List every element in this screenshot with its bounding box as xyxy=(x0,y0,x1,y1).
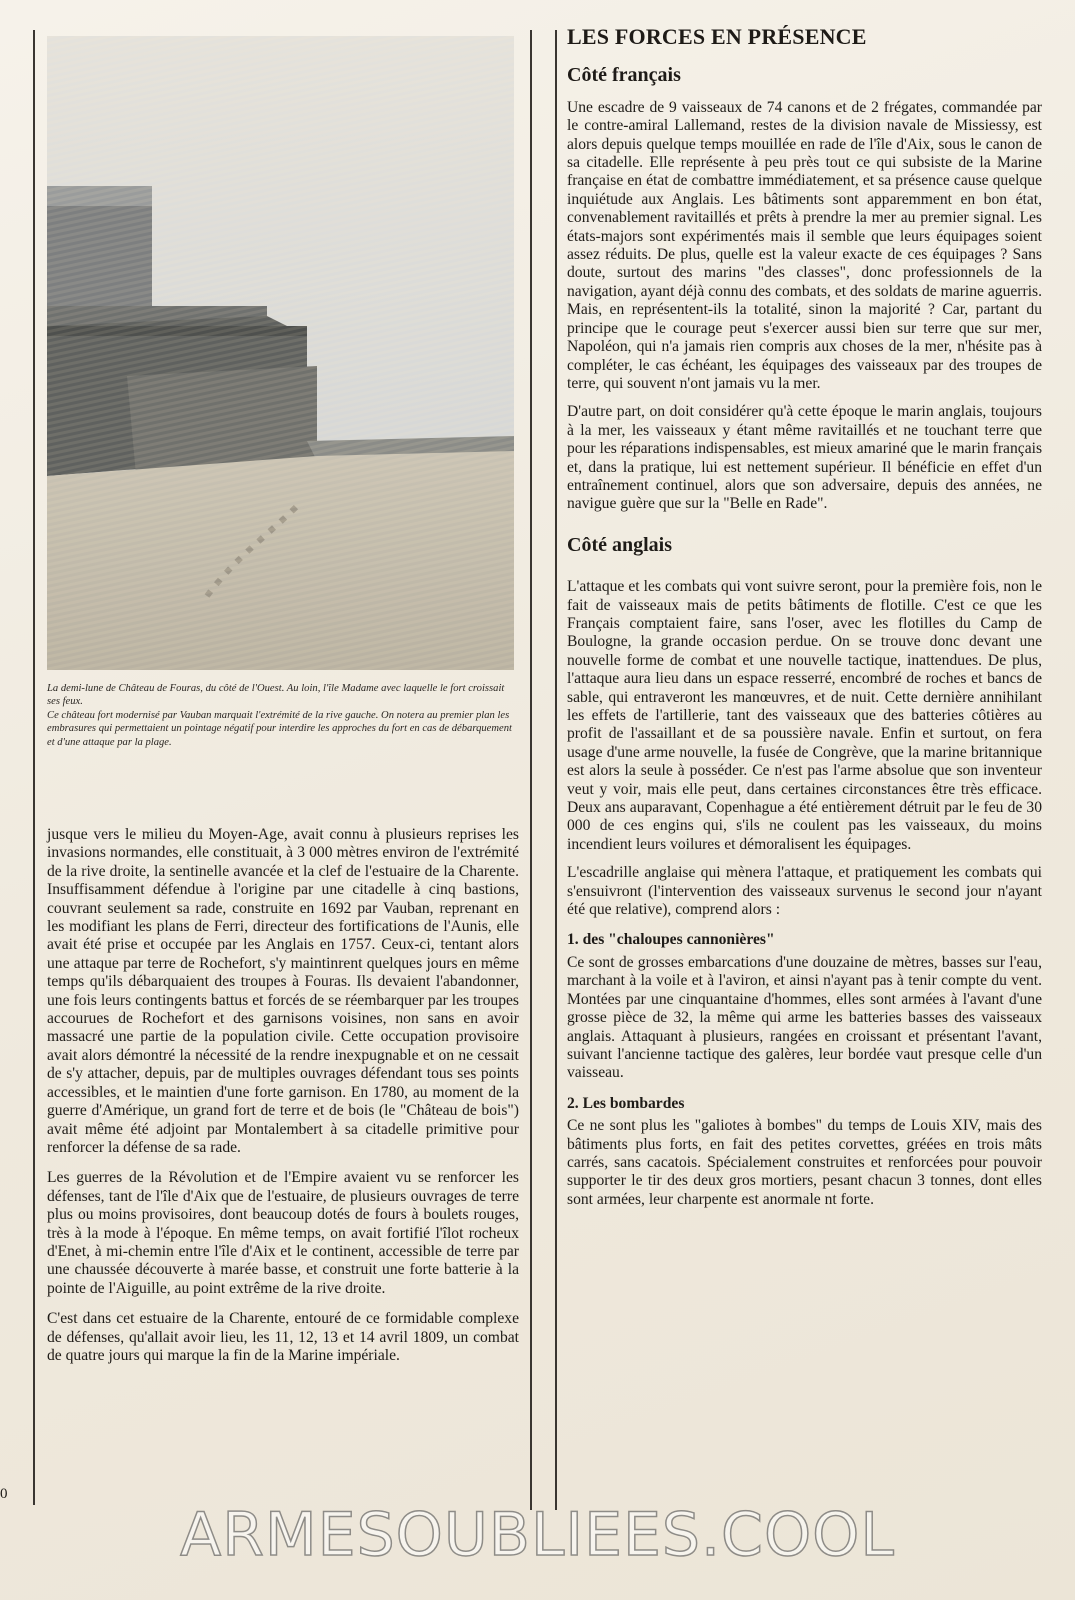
french-paragraph-2: D'autre part, on doit considérer qu'à cette époque le marin anglais, toujours à la mer, les vaisseaux y étant même ravitaillés et ne touchant terre que pour les réparations indispensables, est mieux amariné que le marin français et, dans la pratique, lui est nettement supérieur. Il bénéficie en effet d'un entraînement continuel, alors que son adversaire, depuis des années, ne navigue guère que sur la "Belle en Rade". xyxy=(567,403,1043,513)
right-column-rule xyxy=(555,30,557,1510)
page-number: 0 xyxy=(0,1486,8,1502)
left-paragraph-3: C'est dans cet estuaire de la Charente, entouré de ce formidable complexe de défenses, qu'allait avoir lieu, les 11, 12, 13 et 14 avril 1809, un combat de quatre jours qui marque la fin de la Marine impériale. xyxy=(47,1310,519,1364)
caption-line-1: La demi-lune de Château de Fouras, du côté de l'Ouest. Au loin, l'île Madame avec laquelle le fort croissait ses feux. xyxy=(47,683,505,708)
right-column-text xyxy=(567,22,1042,1219)
section-title: LES FORCES EN PRÉSENCE xyxy=(567,24,867,49)
left-paragraph-2: Les guerres de la Révolution et de l'Empire avaient vu se renforcer les défenses, tant de l'île d'Aix que de l'estuaire, de plusieurs ouvrages de terre plus ou moins provisoires, dont beaucoup dotés de fours à boulets rouges, très à la mode à l'époque. En même temps, on avait fortifié l'îlot rocheux d'Enet, à mi-chemin entre l'île d'Aix et le continent, accessible de terre par une chaussée découverte à marée basse, et construit une forte batterie à la pointe de l'Aiguille, au point extrême de la rive droite. xyxy=(47,1169,519,1297)
fort-photograph xyxy=(47,36,514,670)
english-paragraph-1: L'attaque et les combats qui vont suivre seront, pour la première fois, non le fait de vaisseaux mais de petits bâtiments de flotille. C'est ce que les Français comptaient faire, sans l'oser, avec les flotilles du Camp de Boulogne, la grande occasion perdue. On se trouve donc devant une nouvelle forme de combat et une nouvelle tactique, inattendues. De plus, l'attaque aura lieu dans un espace resserré, encombré de roches et bancs de sable, qui entraveront les manœuvres, et de nuit. Cette dernière annihilant les effets de l'artillerie, tant des vaisseaux que des batteries côtières au profit de l'assaillant et de sa poussière navale. Enfin et surtout, on fera usage d'une arme nouvelle, la fusée de Congrève, que la marine britannique est alors la seule à posséder. Ce n'est pas l'arme absolue que son inventeur veut y voir, mais elle peut, dans certaines circonstances être très efficace. Deux ans auparavant, Copenhague a été entièrement détruit par le feu de 30 000 de ces engins qui, s'ils ne coulent pas les vaisseaux, du moins incendient leurs voilures et démoralisent les équipages. xyxy=(567,578,1042,853)
subsection-cote-francais: Côté français xyxy=(567,64,681,87)
item-heading-bombardes: 2. Les bombardes xyxy=(567,1094,685,1112)
left-paragraph-1: jusque vers le milieu du Moyen-Age, avait connu à plusieurs reprises les invasions normandes, elle constituait, à 3 000 mètres environ de l'extrémité de la rive droite, la sentinelle avancée et la clef de l'estuaire de la Charente. Insuffisamment défendue à l'origine par une citadelle à cinq bastions, couvrant seulement sa rade, construite en 1692 par Vauban, reprenant en les modifiant les plans de Ferri, directeur des fortifications de l'Aunis, elle avait été prise et occupée par les Anglais en 1757. Ceux-ci, tentant alors une attaque par terre de Rochefort, s'y maintinrent quelques jours en même temps qu'ils débarquaient des troupes à Fouras. Ils devaient l'abandonner, une fois leurs contingents battus et forcés de se réembarquer par les troupes accourues de Rochefort et des garnisons voisines, non sans en avoir massacré une partie de la population civile. Cette occupation provisoire avait alors démontré la nécessité de la rendre inexpugnable et on ne cessait de s'y attacher, depuis, par de multiples ouvrages défendant tous ses points accessibles, et le maintien d'une forte garnison. En 1780, au moment de la guerre d'Amérique, un grand fort de terre et de bois (le "Château de bois") avait même été adjoint par Montalembert à sa citadelle primitive pour renforcer la défense de sa rade. xyxy=(47,826,519,1156)
left-column-text xyxy=(47,826,519,1377)
english-paragraph-2: L'escadrille anglaise qui mènera l'attaque, et pratiquement les combats qui s'ensuivront (l'intervention des vaisseaux survenus le second jour n'ayant été que relative), comprend alors : xyxy=(567,864,1042,919)
watermark: ARMESOUBLIEES.COOL xyxy=(180,1500,895,1570)
item-heading-chaloupes: 1. des "chaloupes cannonières" xyxy=(567,931,775,949)
item-text-chaloupes: Ce sont de grosses embarcations d'une douzaine de mètres, basses sur l'eau, marchant à la voile et à l'aviron, et ainsi n'ayant pas à tenir compte du vent. Montées par une cinquantaine d'hommes, elles sont armées à l'avant d'une grosse pièce de 32, la même qui arme les batteries basses des vaisseaux anglais. Attaquant à plusieurs, rangées en croissant et présentant l'avant, suivant l'ancienne tactique des galères, leur bordée vaut presque celle d'un vaisseau. xyxy=(567,953,1042,1082)
photo-caption xyxy=(47,682,517,749)
subsection-cote-anglais: Côté anglais xyxy=(567,533,672,556)
left-column-rule xyxy=(33,30,35,1505)
french-paragraph-1: Une escadre de 9 vaisseaux de 74 canons et de 2 frégates, commandée par le contre-amiral Lallemand, restes de la division navale de Missiessy, est alors depuis quelque temps mouillée en rade de l'île d'Aix, sous le canon de sa citadelle. Elle représente à peu près tout ce qui subsiste de la Marine française en état de combattre immédiatement, et sa présence cause quelque inquiétude aux Anglais. Les bâtiments sont apparemment en bon état, convenablement ravitaillés et prêts à prendre la mer au premier signal. Les états-majors sont expérimentés mais il semble que leurs équipages soient assez réduits. De plus, quelle est la valeur exacte de ces équipages ? Sans doute, surtout des marins "des classes", donc professionnels de la navigation, ayant déjà connu des combats, et des soldats de marine aguerris. Mais, en représentent-ils la totalité, sinon la majorité ? Car, partant du principe que le courage peut s'exercer aussi bien sur terre que sur mer, Napoléon, qui n'a jamais rien compris aux choses de la mer, n'hésite pas à compléter, le cas échéant, les équipages des vaisseaux par des troupes de terre, qui souvent n'ont jamais vu la mer. xyxy=(567,98,1042,392)
caption-line-2: Ce château fort modernisé par Vauban marquait l'extrémité de la rive gauche. On notera au premier plan les embrasures qui permettaient un pointage négatif pour interdire les approches du fort en cas de débarquement et d'une attaque par la plage. xyxy=(47,709,512,748)
item-text-bombardes: Ce ne sont plus les "galiotes à bombes" du temps de Louis XIV, mais des bâtiments plus forts, en fait des petites corvettes, gréées en trois mâts carrés, sans cacatois. Spécialement construites et renforcées pour pouvoir supporter le tir des deux gros mortiers, pesant chacun 3 tonnes, dont elles sont armées, leur charpente est anormale nt forte. xyxy=(567,1117,1042,1208)
center-column-rule xyxy=(530,30,532,1510)
